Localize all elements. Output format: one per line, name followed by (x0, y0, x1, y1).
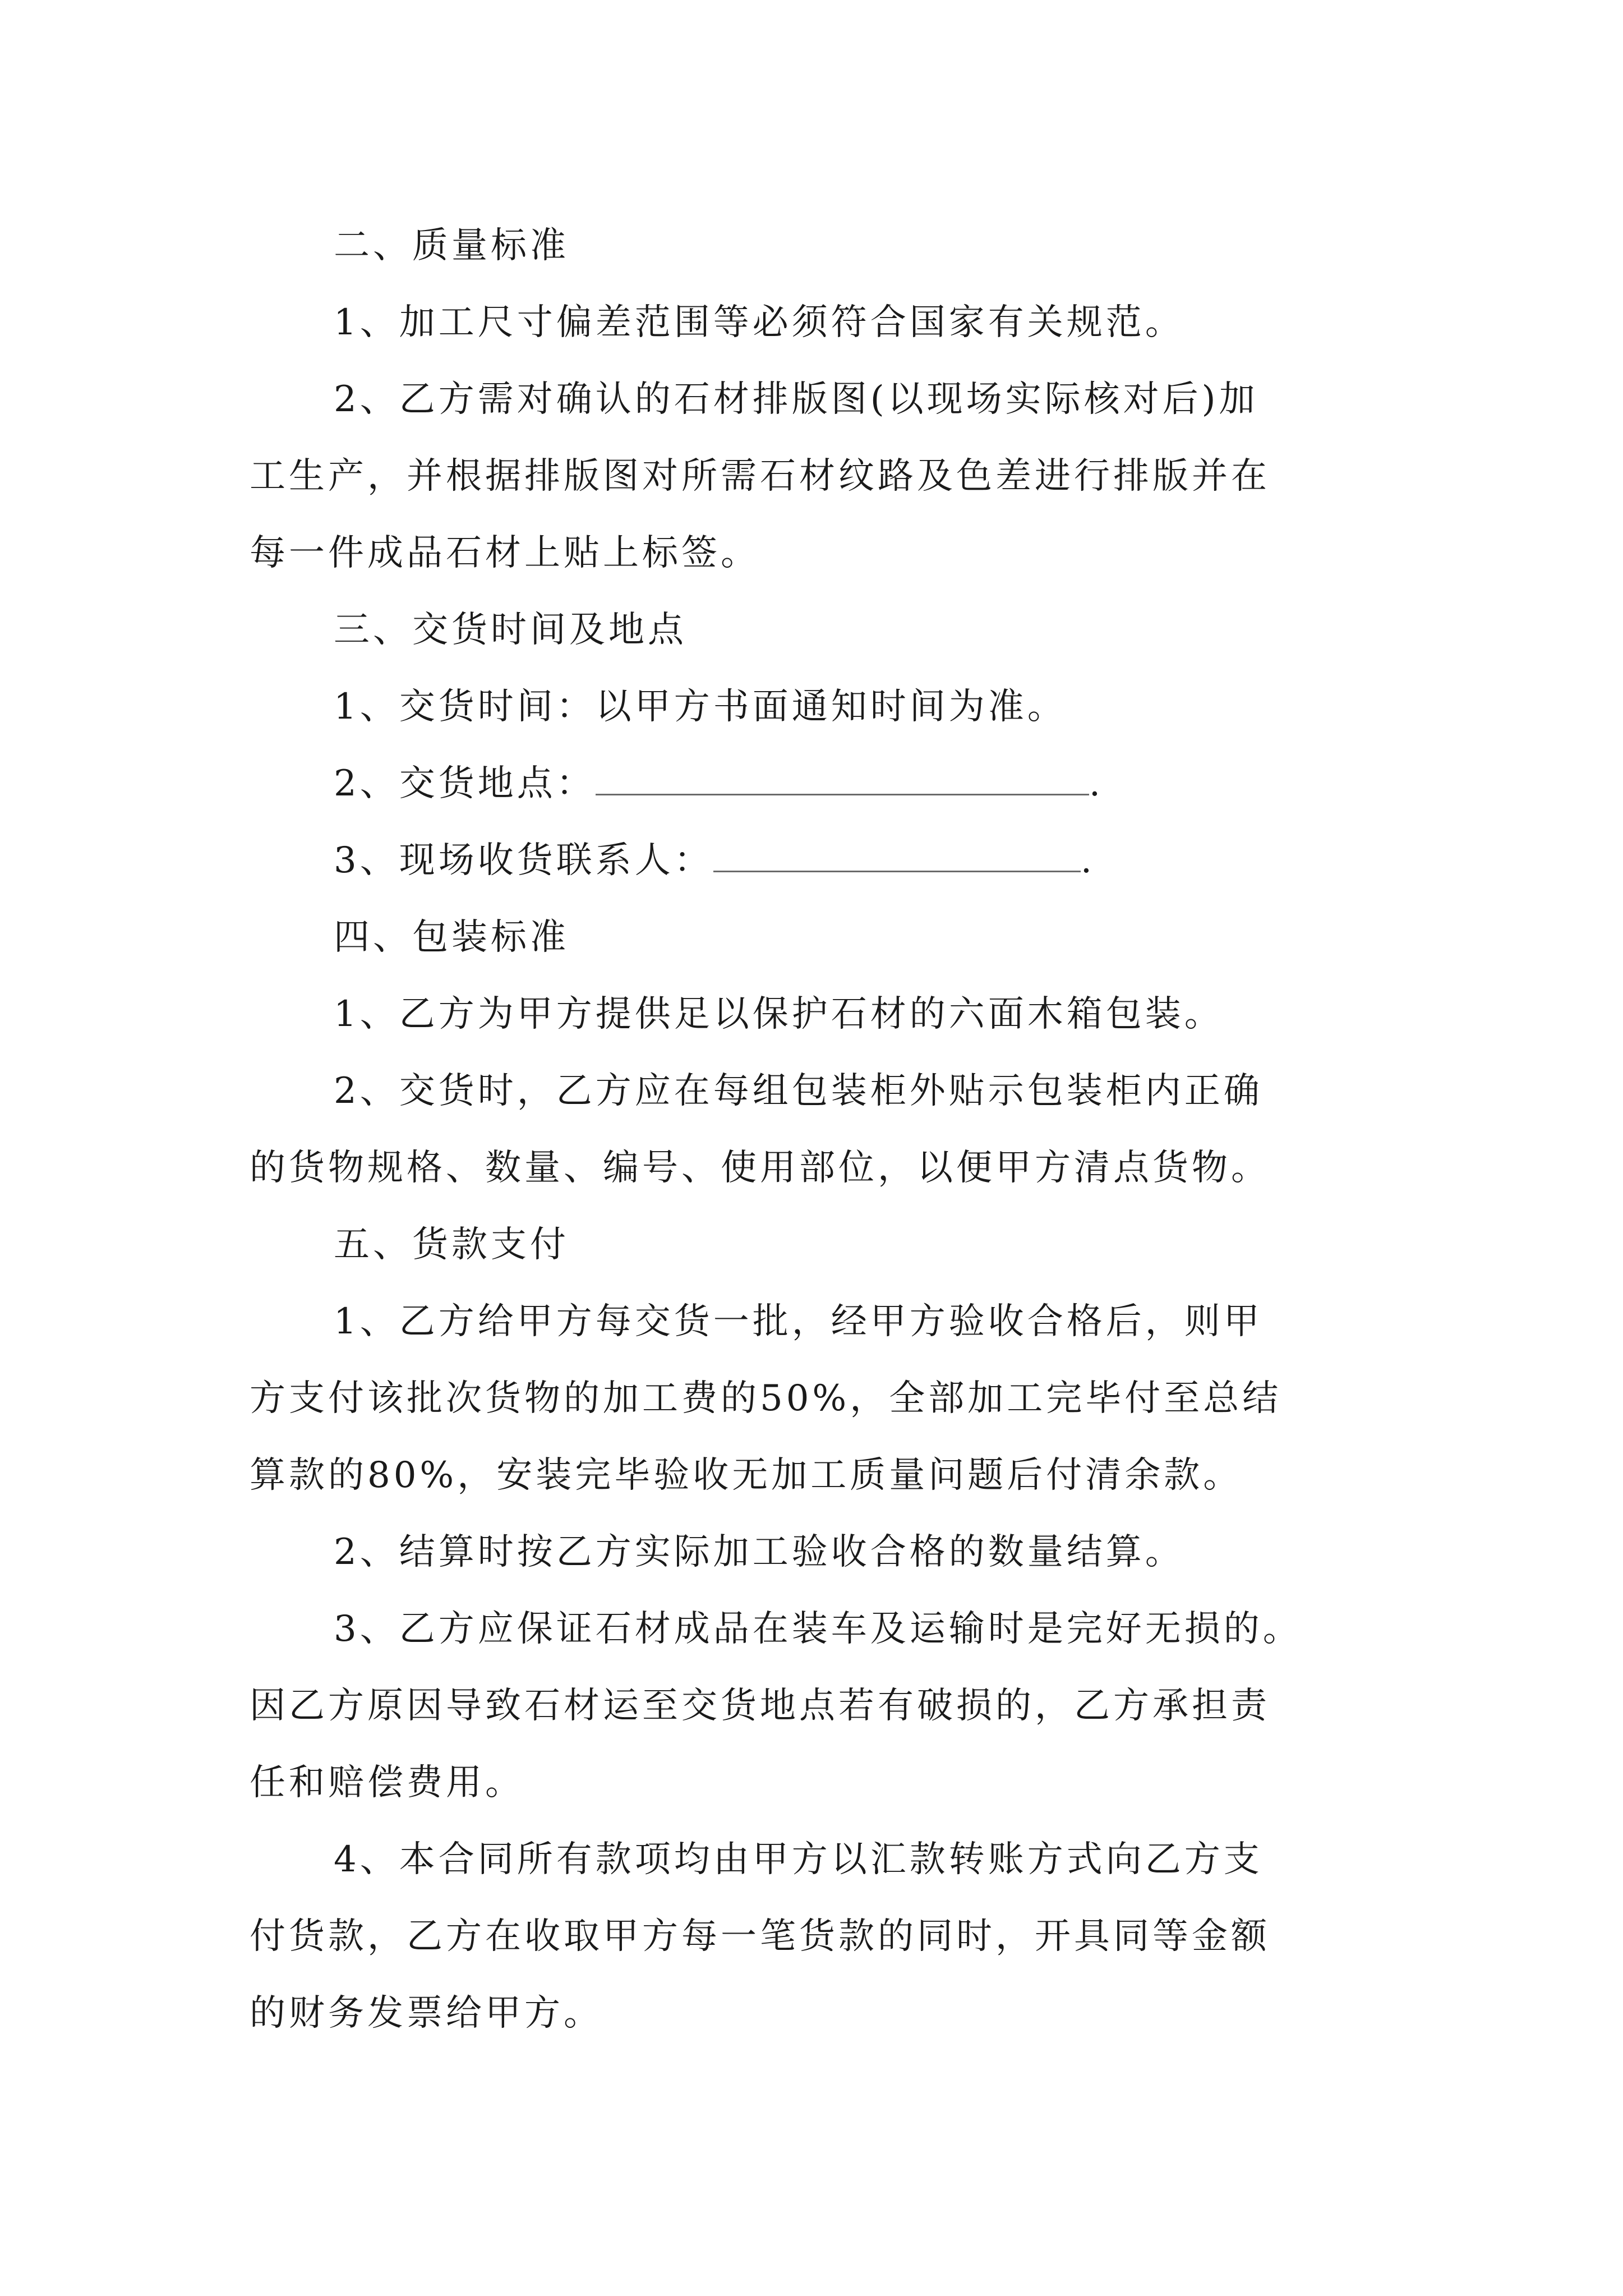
paragraph-packaging-2-line-2: 的货物规格、数量、编号、使用部位，以便甲方清点货物。 (250, 1147, 1270, 1189)
delivery-place-period: . (1089, 763, 1101, 804)
paragraph-payment-1-line-3: 算款的80%，安装完毕验收无加工质量问题后付清余款。 (250, 1455, 1243, 1496)
paragraph-payment-3-line-3: 任和赔偿费用。 (250, 1762, 524, 1803)
section-heading-payment: 五、货款支付 (334, 1224, 569, 1266)
paragraph-payment-4-line-2: 付货款，乙方在收取甲方每一笔货款的同时，开具同等金额 (250, 1916, 1270, 1957)
paragraph-quality-2-line-1: 2、乙方需对确认的石材排版图(以现场实际核对后)加 (334, 379, 1258, 420)
delivery-place-blank[interactable] (596, 766, 1089, 795)
paragraph-payment-3-line-2: 因乙方原因导致石材运至交货地点若有破损的，乙方承担责 (250, 1685, 1270, 1727)
paragraph-delivery-contact (250, 822, 1388, 899)
paragraph-quality-2-line-2: 工生产，并根据排版图对所需石材纹路及色差进行排版并在 (250, 455, 1270, 497)
paragraph-quality-2-line-3: 每一件成品石材上贴上标签。 (250, 532, 760, 574)
paragraph-payment-2: 2、结算时按乙方实际加工验收合格的数量结算。 (334, 1531, 1184, 1573)
section-heading-quality: 二、质量标准 (334, 225, 569, 266)
paragraph-payment-1-line-2: 方支付该批次货物的加工费的50%，全部加工完毕付至总结 (250, 1378, 1282, 1419)
delivery-place-label: 2、交货地点： (334, 763, 596, 804)
paragraph-payment-4-line-1: 4、本合同所有款项均由甲方以汇款转账方式向乙方支 (334, 1839, 1263, 1880)
paragraph-delivery-place (250, 746, 1388, 822)
section-heading-packaging: 四、包装标准 (334, 917, 569, 958)
paragraph-payment-3-line-1: 3、乙方应保证石材成品在装车及运输时是完好无损的。 (334, 1608, 1302, 1650)
paragraph-payment-4-line-3: 的财务发票给甲方。 (250, 1993, 603, 2034)
paragraph-quality-1: 1、加工尺寸偏差范围等必须符合国家有关规范。 (334, 302, 1184, 343)
delivery-contact-label: 3、现场收货联系人： (334, 840, 713, 881)
document-body (250, 208, 1388, 2052)
delivery-contact-blank[interactable] (713, 843, 1081, 872)
section-heading-delivery: 三、交货时间及地点 (334, 609, 687, 651)
paragraph-delivery-time: 1、交货时间：以甲方书面通知时间为准。 (334, 686, 1067, 728)
delivery-contact-period: . (1080, 840, 1092, 881)
paragraph-packaging-2-line-1: 2、交货时，乙方应在每组包装柜外贴示包装柜内正确 (334, 1070, 1263, 1112)
paragraph-packaging-1: 1、乙方为甲方提供足以保护石材的六面木箱包装。 (334, 993, 1224, 1035)
paragraph-payment-1-line-1: 1、乙方给甲方每交货一批，经甲方验收合格后，则甲 (334, 1301, 1263, 1342)
